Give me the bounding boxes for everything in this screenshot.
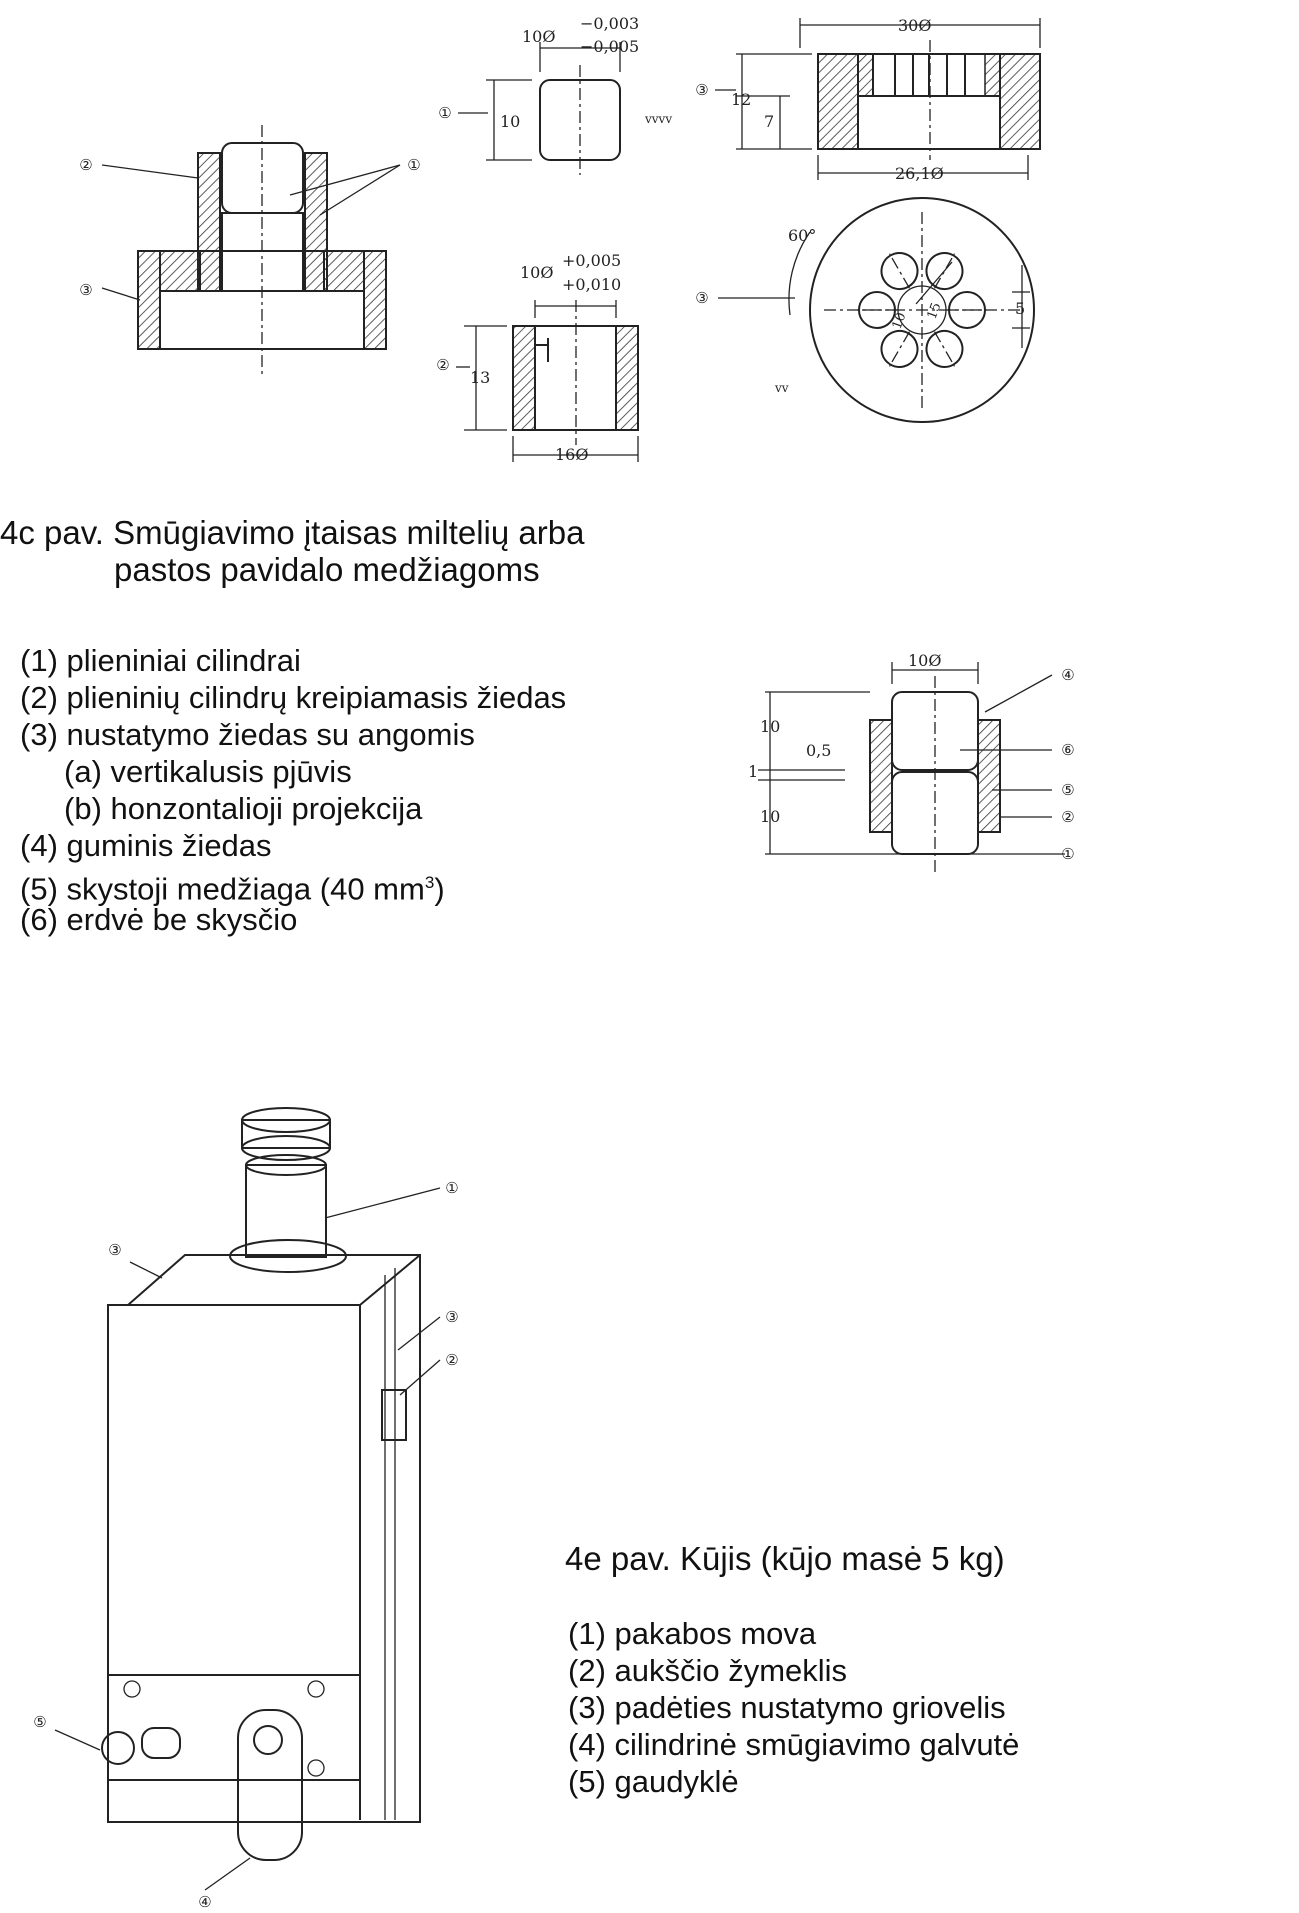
steel-cylinder-detail <box>438 14 672 175</box>
detail-gap: 0,5 <box>806 741 832 760</box>
detail-diameter: 10Ø <box>908 651 942 670</box>
caption-4c-line1: 4c pav. Smūgiavimo įtaisas miltelių arba <box>0 514 585 551</box>
guide-ring-detail <box>436 251 638 464</box>
detail-height-top: 10 <box>760 717 781 736</box>
guide-tol-upper: +0,005 <box>562 251 622 270</box>
setting-ring-section <box>695 16 1040 183</box>
legend-text: (5) skystoji medžiaga (40 mm <box>20 871 425 907</box>
marker-3: ③ <box>695 289 709 307</box>
marker-1: ① <box>407 156 421 174</box>
rubber-ring-detail <box>748 651 1075 876</box>
setting-ring-plan <box>695 198 1034 422</box>
guide-diameter: 10Ø <box>520 263 554 282</box>
angle-60: 60° <box>788 226 817 245</box>
caption-4e: 4e pav. Kūjis (kūjo masė 5 kg) <box>565 1540 1005 1577</box>
legend-item: (5) gaudyklė <box>568 1764 739 1799</box>
cyl-tol-upper: −0,003 <box>580 14 640 33</box>
marker-3: ③ <box>79 281 93 299</box>
marker-5: ⑤ <box>33 1713 47 1731</box>
cyl-tol-lower: −0,005 <box>580 37 640 56</box>
marker-3: ③ <box>108 1241 122 1259</box>
marker-1: ① <box>1061 845 1075 863</box>
legend-item: (1) plieniniai cilindrai <box>20 643 301 678</box>
legend-item: (b) honzontalioji projekcija <box>64 791 423 826</box>
guide-height: 13 <box>470 368 491 387</box>
marker-2: ② <box>1061 808 1075 826</box>
assembly-section <box>79 125 420 375</box>
legend-item: (2) plieninių cilindrų kreipiamasis žiedas <box>20 680 567 715</box>
marker-3: ③ <box>445 1308 459 1326</box>
legend-item: (3) padėties nustatymo griovelis <box>568 1690 1006 1725</box>
detail-one: 1 <box>748 762 759 781</box>
dim-10: 10 <box>889 310 910 332</box>
guide-tol-lower: +0,010 <box>562 275 622 294</box>
legend-item: (4) guminis žiedas <box>20 828 272 863</box>
cyl-height: 10 <box>500 112 521 131</box>
marker-5: ⑤ <box>1061 781 1075 799</box>
cyl-diameter: 10Ø <box>522 27 556 46</box>
legend-4e <box>568 1615 1019 1800</box>
legend-item: (1) pakabos mova <box>568 1616 817 1651</box>
marker-4: ④ <box>1061 666 1075 684</box>
detail-height-bottom: 10 <box>760 807 781 826</box>
guide-outer: 16Ø <box>555 445 589 464</box>
legend-item: (6) erdvė be skysčio <box>20 902 298 937</box>
legend-close: ) <box>434 871 445 907</box>
ring-height-7: 7 <box>764 112 775 131</box>
marker-1: ① <box>445 1179 459 1197</box>
dim-15: 15 <box>924 300 945 322</box>
marker-2: ② <box>445 1351 459 1369</box>
vvvv-note: vvvv <box>645 112 673 126</box>
marker-2: ② <box>436 356 450 374</box>
legend-item: (4) cilindrinė smūgiavimo galvutė <box>568 1727 1020 1762</box>
hammer-drawing <box>33 1108 458 1911</box>
marker-6: ⑥ <box>1061 741 1075 759</box>
legend-item <box>20 864 566 907</box>
caption-4c-line2: pastos pavidalo medžiagoms <box>114 551 540 588</box>
superscript-3: 3 <box>424 873 435 892</box>
vv-note: vv <box>775 381 789 395</box>
marker-1: ① <box>438 104 452 122</box>
hole-dim-5: 5 <box>1015 299 1026 318</box>
marker-2: ② <box>79 156 93 174</box>
legend-item: (a) vertikalusis pjūvis <box>64 754 352 789</box>
legend-item: (3) nustatymo žiedas su angomis <box>20 717 475 752</box>
legend-item: (2) aukščio žymeklis <box>568 1653 848 1688</box>
ring-inner-diameter: 26,1Ø <box>895 164 944 183</box>
legend-4c <box>20 642 566 938</box>
ring-outer-diameter: 30Ø <box>898 16 932 35</box>
marker-3: ③ <box>695 81 709 99</box>
ring-height-12: 12 <box>731 90 752 109</box>
marker-4: ④ <box>198 1893 212 1911</box>
